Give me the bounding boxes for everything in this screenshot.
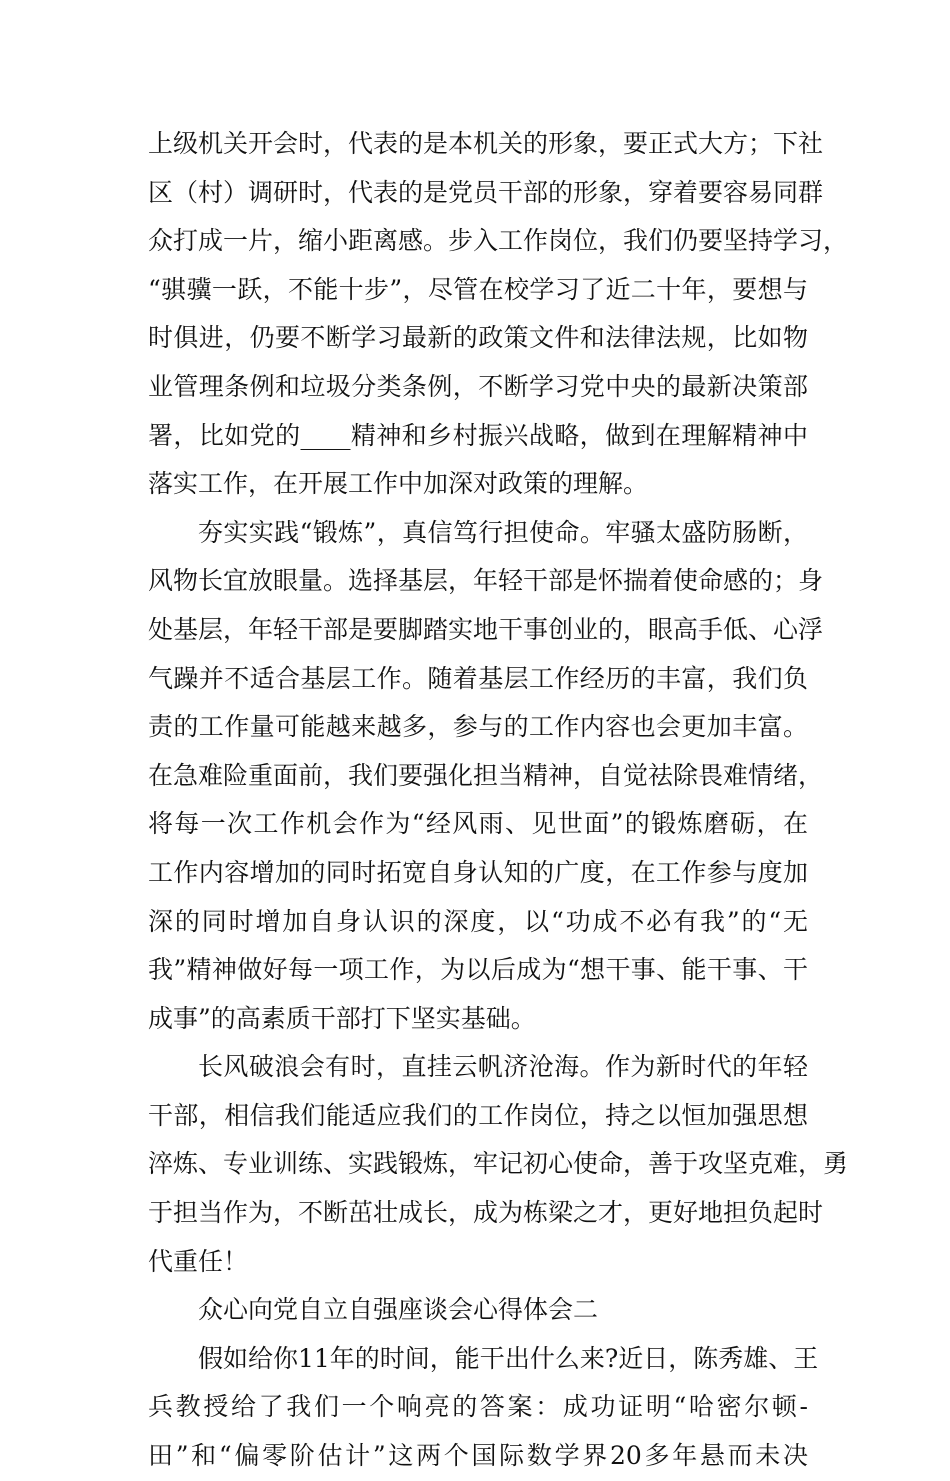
text-line: 代重任！ — [148, 1246, 249, 1276]
text-line: 众心向党自立自强座谈会心得体会二 — [198, 1295, 599, 1325]
text-line: 气躁并不适合基层工作。随着基层工作经历的丰富，我们负 — [148, 663, 808, 693]
text-line: 署，比如党的____精神和乡村振兴战略，做到在理解精神中 — [148, 420, 808, 450]
text-line: 时俱进，仍要不断学习最新的政策文件和法律法规，比如物 — [148, 323, 808, 353]
text-line: 淬炼、专业训练、实践锻炼，牢记初心使命，善于攻坚克难，勇 — [148, 1149, 849, 1179]
text-line: 众打成一片，缩小距离感。步入工作岗位，我们仍要坚持学习， — [148, 226, 849, 256]
text-line: 业管理条例和垃圾分类条例，不断学习党中央的最新决策部 — [148, 371, 808, 401]
text-line: 我”精神做好每一项工作，为以后成为“想干事、能干事、干 — [148, 955, 808, 985]
text-line: 工作内容增加的同时拓宽自身认知的广度，在工作参与度加 — [148, 857, 808, 887]
text-line: 假如给你11年的时间，能干出什么来?近日，陈秀雄、王 — [198, 1343, 819, 1373]
text-line: 风物长宜放眼量。选择基层，年轻干部是怀揣着使命感的；身 — [148, 566, 824, 596]
text-line: 将每一次工作机会作为“经风雨、见世面”的锻炼磨砺，在 — [148, 809, 808, 839]
document-body — [148, 120, 849, 1481]
text-line: 深的同时增加自身认识的深度，以“功成不必有我”的“无 — [148, 906, 808, 936]
text-line: 于担当作为，不断茁壮成长，成为栋梁之才，更好地担负起时 — [148, 1198, 824, 1228]
text-line: 处基层，年轻干部是要脚踏实地干事创业的，眼高手低、心浮 — [148, 614, 824, 644]
text-line: 上级机关开会时，代表的是本机关的形象，要正式大方；下社 — [148, 129, 824, 158]
text-line: 落实工作，在开展工作中加深对政策的理解。 — [148, 469, 649, 499]
text-line: 夯实实践“锻炼”，真信笃行担使命。牢骚太盛防肠断， — [198, 517, 808, 547]
text-line: 在急难险重面前，我们要强化担当精神，自觉祛除畏难情绪， — [148, 760, 824, 790]
text-line: 长风破浪会有时，直挂云帆济沧海。作为新时代的年轻 — [198, 1052, 808, 1082]
text-line: “骐骥一跃，不能十步”，尽管在校学习了近二十年，要想与 — [148, 274, 808, 304]
text-line: 成事”的高素质干部打下坚实基础。 — [148, 1003, 536, 1033]
text-line: 兵教授给了我们一个响亮的答案：成功证明“哈密尔顿- — [148, 1392, 808, 1422]
text-line: 干部，相信我们能适应我们的工作岗位，持之以恒加强思想 — [148, 1100, 808, 1130]
text-line: 责的工作量可能越来越多，参与的工作内容也会更加丰富。 — [148, 712, 808, 742]
text-line: 区（村）调研时，代表的是党员干部的形象，穿着要容易同群 — [148, 177, 824, 207]
text-line: 田”和“偏零阶估计”这两个国际数学界20多年悬而未决 — [148, 1441, 808, 1471]
